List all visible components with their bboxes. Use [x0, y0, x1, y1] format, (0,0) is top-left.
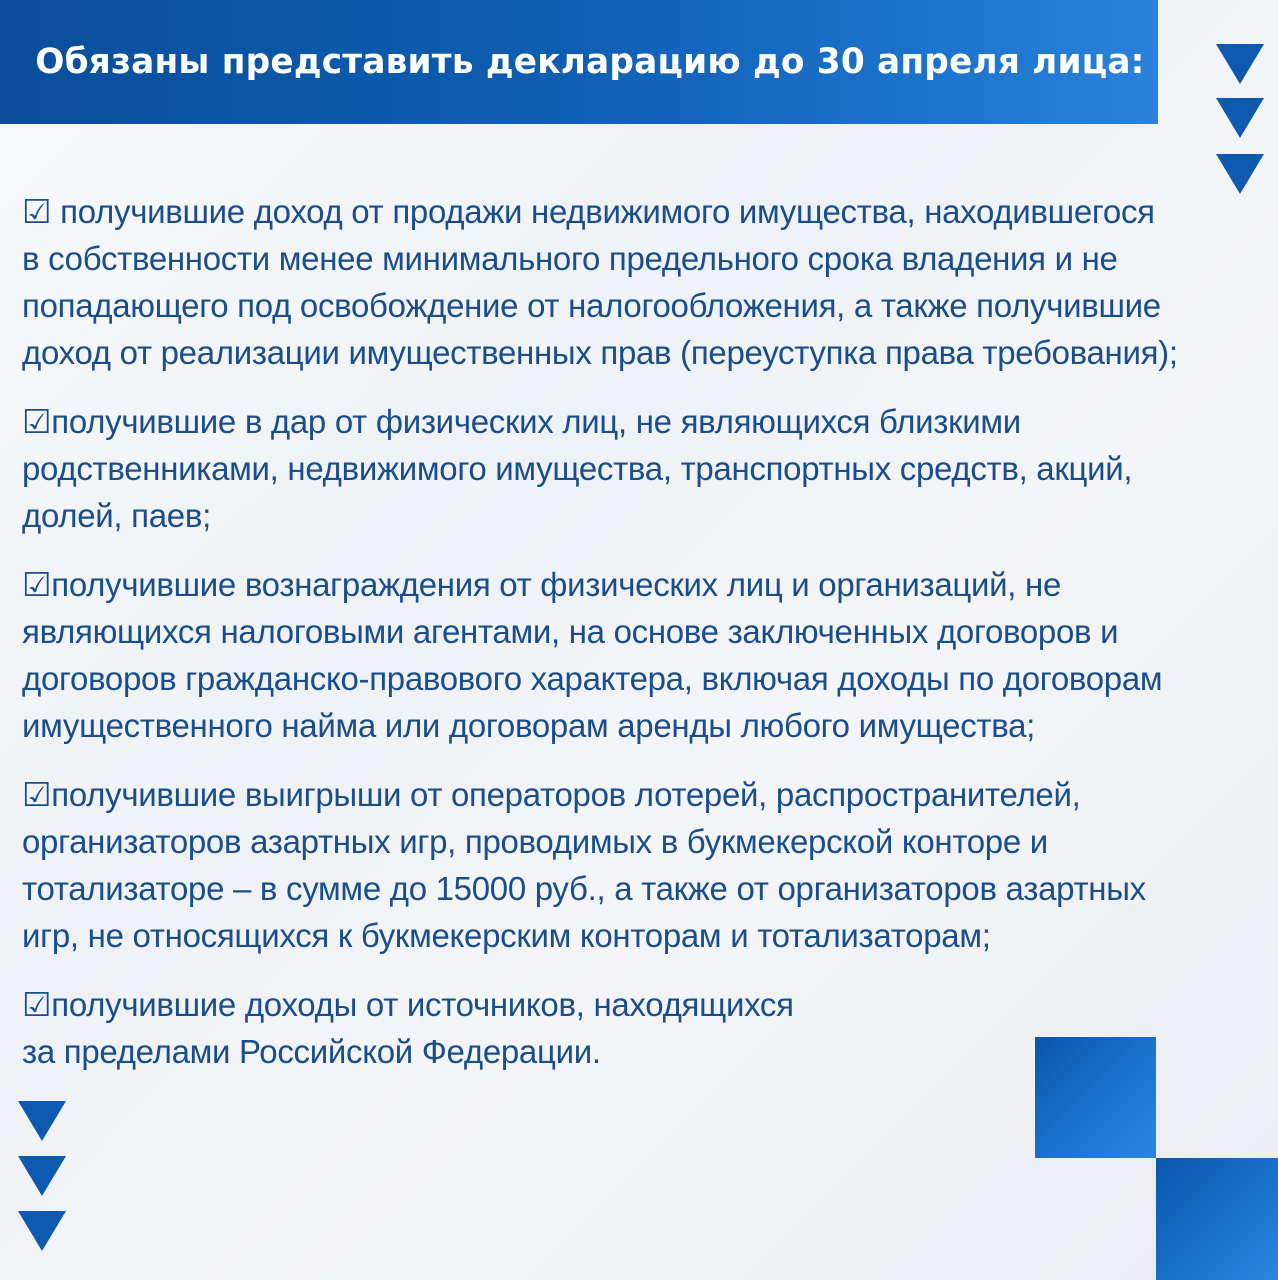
decorative-square — [1035, 1037, 1156, 1158]
down-triangle-icon — [18, 1211, 66, 1251]
list-item-line: ☑получившие выигрыши от операторов лотерей, распространителей, — [22, 776, 1081, 813]
list-item — [22, 561, 1242, 749]
list-item-line: имущественного найма или договорам аренды любого имущества; — [22, 707, 1035, 744]
list-item-line: в собственности менее минимального предельного срока владения и не — [22, 240, 1118, 277]
list-item-line: организаторов азартных игр, проводимых в букмекерской конторе и — [22, 823, 1048, 860]
list-item-line: ☑получившие доходы от источников, находящихся — [22, 986, 794, 1023]
list-item-line: долей, паев; — [22, 497, 211, 534]
down-triangle-icon — [1216, 98, 1264, 138]
down-triangle-icon — [1216, 44, 1264, 84]
list-item-line: тотализаторе – в сумме до 15000 руб., а также от организаторов азартных — [22, 870, 1146, 907]
list-item-line: ☑получившие вознаграждения от физических лиц и организаций, не — [22, 566, 1061, 603]
list-item — [22, 398, 1242, 539]
down-triangle-icon — [18, 1156, 66, 1196]
list-item — [22, 771, 1242, 959]
list-item-line: ☑ получившие доход от продажи недвижимого имущества, находившегося — [22, 193, 1155, 230]
list-item-line: доход от реализации имущественных прав (переуступка права требования); — [22, 334, 1178, 371]
list-item-line: за пределами Российской Федерации. — [22, 1033, 601, 1070]
list-item-line: родственниками, недвижимого имущества, транспортных средств, акций, — [22, 450, 1133, 487]
list-item-line: являющихся налоговыми агентами, на основе заключенных договоров и — [22, 613, 1119, 650]
list-item-line: игр, не относящихся к букмекерским конторам и тотализаторам; — [22, 917, 991, 954]
page-title: Обязаны представить декларацию до 30 апреля лица: — [35, 42, 1145, 82]
header-banner — [0, 0, 1158, 124]
list-item — [22, 188, 1242, 376]
list-item-line: договоров гражданско-правового характера, включая доходы по договорам — [22, 660, 1163, 697]
list-item-line: ☑получившие в дар от физических лиц, не являющихся близкими — [22, 403, 1021, 440]
down-triangle-icon — [18, 1101, 66, 1141]
list-item-line: попадающего под освобождение от налогообложения, а также получившие — [22, 287, 1161, 324]
requirements-list — [22, 188, 1242, 1097]
decorative-square — [1156, 1158, 1278, 1280]
